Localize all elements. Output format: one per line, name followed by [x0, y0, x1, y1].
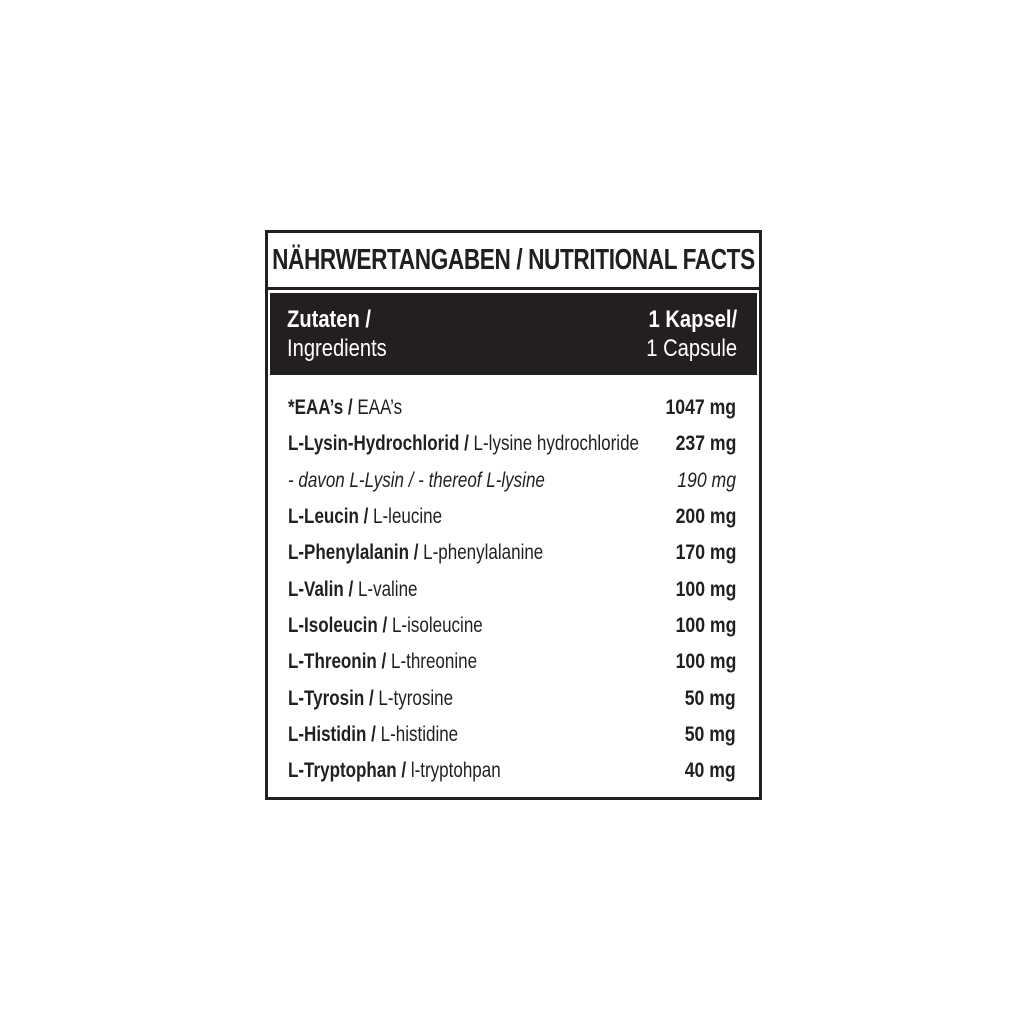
ingredient-name-de: - davon L-Lysin /	[288, 468, 414, 492]
ingredient-name-en: l-tryptohpan	[406, 759, 501, 783]
ingredient-amount: 50 mg	[685, 722, 736, 746]
ingredient-name-de: L-Valin /	[288, 577, 354, 601]
ingredient-amount: 100 mg	[675, 613, 736, 637]
ingredient-name-en: EAA’s	[352, 396, 403, 420]
nutrition-label	[265, 230, 762, 800]
ingredient-name-en: L-histidine	[375, 722, 459, 746]
ingredient-name-en: L-valine	[353, 577, 418, 601]
ingredient-amount: 190 mg	[677, 468, 736, 492]
ingredient-name	[288, 723, 458, 747]
ingredient-name	[288, 759, 501, 783]
ingredient-name-en: L-leucine	[368, 505, 443, 529]
ingredient-name	[288, 614, 483, 638]
ingredient-amount: 170 mg	[675, 541, 736, 565]
ingredient-table	[268, 375, 759, 789]
ingredient-name	[288, 432, 639, 456]
ingredient-amount: 100 mg	[675, 650, 736, 674]
ingredient-name	[288, 687, 453, 711]
table-row	[268, 680, 759, 716]
ingredient-name-de: L-Tryptophan /	[288, 759, 407, 783]
table-row	[268, 499, 759, 535]
ingredient-name-de: L-Phenylalanin /	[288, 541, 419, 565]
header-column-ingredients	[287, 305, 387, 363]
ingredient-amount: 1047 mg	[665, 396, 736, 420]
ingredient-name	[288, 578, 418, 602]
ingredient-name	[288, 469, 545, 493]
table-row	[268, 717, 759, 753]
ingredient-name-de: L-Tyrosin /	[288, 686, 374, 710]
ingredient-name-en: L-tyrosine	[373, 686, 454, 710]
header-ingredients-de: Zutaten /	[287, 306, 371, 333]
label-title: NÄHRWERTANGABEN / NUTRITIONAL FACTS	[272, 243, 755, 276]
header-column-amount	[646, 305, 737, 363]
ingredient-name	[288, 396, 402, 420]
table-row	[268, 426, 759, 462]
ingredient-name-de: L-Leucin /	[288, 505, 369, 529]
table-row	[268, 535, 759, 571]
ingredient-name-de: *EAA’s /	[288, 396, 353, 420]
header-amount-en: 1 Capsule	[646, 335, 737, 362]
table-row	[268, 571, 759, 607]
ingredient-name-en: L-lysine hydrochloride	[468, 432, 640, 456]
ingredient-amount: 50 mg	[685, 686, 736, 710]
ingredient-amount: 100 mg	[675, 577, 736, 601]
ingredient-name	[288, 505, 442, 529]
table-row	[268, 463, 759, 499]
ingredient-amount: 200 mg	[675, 505, 736, 529]
ingredient-name-en: - thereof L-lysine	[413, 468, 545, 492]
header-ingredients-en: Ingredients	[287, 335, 387, 362]
ingredient-name-de: L-Isoleucin /	[288, 613, 388, 637]
ingredient-name-de: L-Histidin /	[288, 722, 376, 746]
table-row	[268, 390, 759, 426]
ingredient-name-de: L-Threonin /	[288, 650, 387, 674]
table-header-band	[270, 293, 757, 375]
ingredient-name-de: L-Lysin-Hydrochlorid /	[288, 432, 469, 456]
ingredient-amount: 237 mg	[675, 432, 736, 456]
table-row	[268, 644, 759, 680]
ingredient-name-en: L-phenylalanine	[418, 541, 544, 565]
header-amount-de: 1 Kapsel/	[648, 306, 737, 333]
ingredient-name	[288, 541, 543, 565]
ingredient-amount: 40 mg	[685, 759, 736, 783]
table-row	[268, 753, 759, 789]
ingredient-name-en: L-threonine	[386, 650, 478, 674]
table-row	[268, 608, 759, 644]
ingredient-name	[288, 650, 477, 674]
label-title-bar	[268, 233, 759, 290]
ingredient-name-en: L-isoleucine	[387, 613, 483, 637]
